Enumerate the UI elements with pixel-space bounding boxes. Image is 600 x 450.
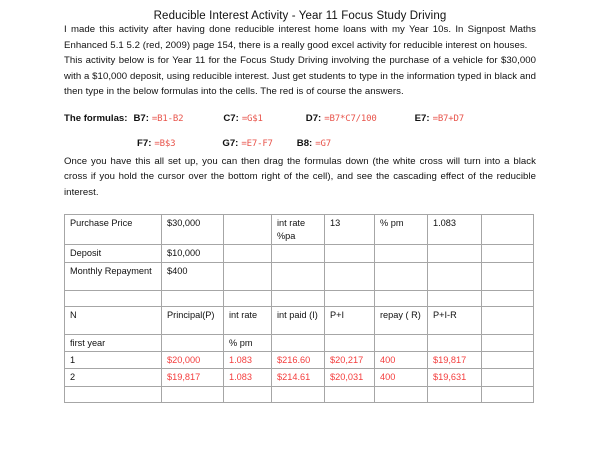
- table-cell[interactable]: 1.083: [224, 351, 272, 368]
- formula-expression: =B7*C7/100: [324, 113, 377, 124]
- table-cell[interactable]: [325, 290, 375, 306]
- formula-item-g7: [222, 138, 272, 149]
- formula-expression: =B1-B2: [151, 113, 184, 124]
- formula-row-2: [64, 138, 536, 154]
- table-cell[interactable]: [272, 262, 325, 290]
- table-cell[interactable]: $20,031: [325, 369, 375, 386]
- table-cell[interactable]: [325, 386, 375, 402]
- table-cell[interactable]: 1.083: [224, 369, 272, 386]
- spreadsheet-table: [64, 214, 534, 403]
- table-cell[interactable]: $400: [162, 262, 224, 290]
- formula-item-d7: [306, 113, 377, 124]
- spreadsheet-body: [65, 215, 534, 403]
- table-cell[interactable]: [65, 386, 162, 402]
- table-cell[interactable]: [272, 334, 325, 351]
- table-cell[interactable]: 400: [375, 351, 428, 368]
- table-cell[interactable]: Deposit: [65, 245, 162, 262]
- table-row: [65, 334, 534, 351]
- table-cell[interactable]: [162, 290, 224, 306]
- formula-cell-ref: B8:: [296, 137, 313, 149]
- table-cell[interactable]: [65, 290, 162, 306]
- table-row: [65, 290, 534, 306]
- formula-cell-ref: G7:: [222, 137, 239, 149]
- table-cell[interactable]: $20,217: [325, 351, 375, 368]
- formula-item-f7: [137, 138, 175, 149]
- table-cell[interactable]: first year: [65, 334, 162, 351]
- table-cell[interactable]: [375, 290, 428, 306]
- table-cell[interactable]: [482, 215, 534, 245]
- formula-expression: =E7-F7: [241, 138, 273, 149]
- formulas-section: [64, 113, 536, 154]
- table-cell[interactable]: $30,000: [162, 215, 224, 245]
- table-cell[interactable]: Principal(P): [162, 306, 224, 334]
- table-cell[interactable]: [224, 386, 272, 402]
- table-cell[interactable]: int paid (I): [272, 306, 325, 334]
- table-cell[interactable]: Monthly Repayment: [65, 262, 162, 290]
- paragraph-activity-description: This activity below is for Year 11 for the Focus Study Driving involving the purchase of a vehicle for $30,000 with a $10,000 deposit, using reducible interest. Just get students to type in the information typed in black and then type in the below formulas into the cells. The red is of course the answers.: [64, 55, 536, 98]
- table-cell[interactable]: P+I-R: [428, 306, 482, 334]
- formula-row-1: [64, 113, 536, 129]
- table-cell[interactable]: 1: [65, 351, 162, 368]
- formula-expression: =B$3: [154, 138, 176, 149]
- table-cell[interactable]: [325, 245, 375, 262]
- formula-cell-ref: C7:: [223, 112, 239, 124]
- table-cell[interactable]: [375, 386, 428, 402]
- table-cell[interactable]: % pm: [224, 334, 272, 351]
- table-cell[interactable]: $216.60: [272, 351, 325, 368]
- table-cell[interactable]: [272, 290, 325, 306]
- table-cell[interactable]: 13: [325, 215, 375, 245]
- table-cell[interactable]: [482, 369, 534, 386]
- formula-cell-ref: D7:: [305, 112, 322, 124]
- formulas-label: The formulas:: [64, 112, 128, 124]
- table-cell[interactable]: $20,000: [162, 351, 224, 368]
- table-cell[interactable]: [428, 245, 482, 262]
- table-cell[interactable]: [482, 351, 534, 368]
- table-cell[interactable]: [375, 334, 428, 351]
- paragraph-drag-instructions: Once you have this all set up, you can then drag the formulas down (the white cross will turn into a black cross if you hold the cursor over the bottom right of the cell), and see the cascading effect of the reducible interest.: [64, 155, 536, 198]
- table-cell[interactable]: [482, 262, 534, 290]
- formula-item-b8: [297, 138, 331, 149]
- table-cell[interactable]: 400: [375, 369, 428, 386]
- table-cell[interactable]: [224, 245, 272, 262]
- table-cell[interactable]: [375, 262, 428, 290]
- table-cell[interactable]: [224, 262, 272, 290]
- table-row: [65, 215, 534, 245]
- formula-item-c7: [223, 113, 262, 124]
- table-cell[interactable]: [482, 306, 534, 334]
- formula-expression: =G7: [315, 138, 331, 149]
- table-cell[interactable]: 2: [65, 369, 162, 386]
- formula-item-b7: [133, 113, 183, 124]
- table-cell[interactable]: int rate: [224, 306, 272, 334]
- table-cell[interactable]: $10,000: [162, 245, 224, 262]
- table-cell[interactable]: [375, 245, 428, 262]
- table-cell[interactable]: P+I: [325, 306, 375, 334]
- table-cell[interactable]: int rate %pa: [272, 215, 325, 245]
- formula-cell-ref: B7:: [133, 112, 149, 124]
- table-cell[interactable]: [482, 334, 534, 351]
- formula-cell-ref: E7:: [414, 112, 430, 124]
- formula-cell-ref: F7:: [137, 137, 152, 149]
- table-cell[interactable]: $19,817: [162, 369, 224, 386]
- formula-expression: =B7+D7: [432, 113, 465, 124]
- table-cell[interactable]: $19,817: [428, 351, 482, 368]
- table-cell[interactable]: [272, 245, 325, 262]
- table-row: [65, 386, 534, 402]
- table-row: [65, 369, 534, 386]
- table-cell[interactable]: repay ( R): [375, 306, 428, 334]
- table-cell[interactable]: [428, 262, 482, 290]
- table-cell[interactable]: $19,631: [428, 369, 482, 386]
- table-cell[interactable]: Purchase Price: [65, 215, 162, 245]
- table-row: [65, 262, 534, 290]
- table-cell[interactable]: % pm: [375, 215, 428, 245]
- page-title: Reducible Interest Activity - Year 11 Focus Study Driving: [153, 10, 447, 22]
- formula-expression: =G$1: [241, 113, 263, 124]
- table-cell[interactable]: [224, 215, 272, 245]
- table-cell[interactable]: [325, 334, 375, 351]
- table-row: [65, 351, 534, 368]
- table-cell[interactable]: 1.083: [428, 215, 482, 245]
- table-cell[interactable]: [325, 262, 375, 290]
- table-cell[interactable]: [162, 386, 224, 402]
- table-cell[interactable]: [272, 386, 325, 402]
- table-cell[interactable]: [428, 290, 482, 306]
- table-cell[interactable]: [482, 245, 534, 262]
- table-cell[interactable]: [224, 290, 272, 306]
- table-row: [65, 306, 534, 334]
- table-cell[interactable]: $214.61: [272, 369, 325, 386]
- paragraph-intro: I made this activity after having done reducible interest home loans with my Year 10s. In Signpost Maths Enhanced 5.1 5.2 (red, 2009) page 154, there is a really good excel activity for reducible interest on houses.: [64, 24, 536, 51]
- table-cell[interactable]: [428, 334, 482, 351]
- table-row: [65, 245, 534, 262]
- table-cell[interactable]: N: [65, 306, 162, 334]
- table-cell[interactable]: [482, 386, 534, 402]
- table-cell[interactable]: [162, 334, 224, 351]
- table-cell[interactable]: [482, 290, 534, 306]
- formula-item-e7: [415, 113, 464, 124]
- table-cell[interactable]: [428, 386, 482, 402]
